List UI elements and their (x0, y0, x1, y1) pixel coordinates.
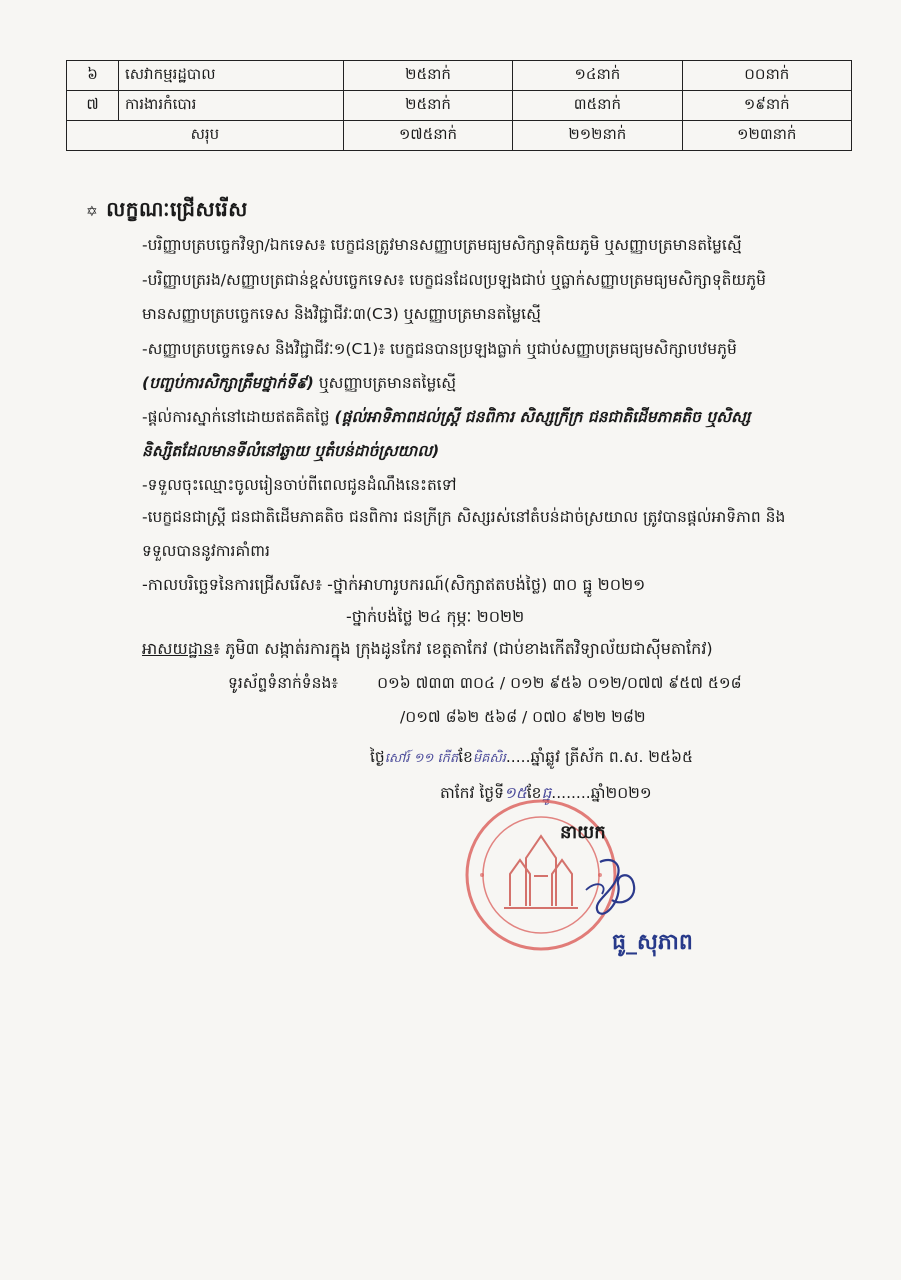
table-row (67, 61, 852, 91)
address-text: ៖ ភូមិ៣ សង្កាត់រការក្នុង ក្រុងដូនកែវ ខេត្តតាកែវ (ជាប់ខាងកើតវិទ្យាល័យជាស៊ីមតាកែវ) (213, 639, 713, 658)
quota-cell: ៣៥នាក់ (513, 91, 682, 121)
lunar-date-prefix: ថ្ងៃ (370, 748, 385, 766)
star-icon: ✡ (86, 204, 99, 220)
director-title: នាយក (560, 822, 606, 843)
place-date-prefix: តាកែវ ថ្ងៃទី (440, 784, 504, 802)
criterion-housing-text: -ផ្តល់ការស្នាក់នៅដោយឥតគិតថ្លៃ (142, 408, 335, 426)
criterion-housing (142, 406, 750, 428)
address-label: អាសយដ្ឋាន (142, 639, 214, 658)
row-number: ៧ (67, 91, 119, 121)
quota-cell: ០០នាក់ (682, 61, 851, 91)
criterion-priority: -បេក្ខជនជាស្ត្រី ជនជាតិដើមភាគតិច ជនពិការ ជនក្រីក្រ សិស្សរស់នៅតំបន់ដាច់ស្រយាល ត្រូវបានផ្តល់អាទិភាព និង (142, 508, 786, 526)
criterion-housing-cont: និស្សិតដែលមានទីលំនៅឆ្ងាយ ឬតំបន់ដាច់ស្រយាល) (142, 442, 440, 460)
quota-cell: ១៤នាក់ (513, 61, 682, 91)
criterion-c1: -សញ្ញាបត្របច្ចេកទេស និងវិជ្ជាជីវៈ១(C1)៖ បេក្ខជនបានប្រឡងធ្លាក់ ឬជាប់សញ្ញាបត្រមធ្យមសិក្សាបឋមភូមិ (142, 340, 737, 358)
total-cell: ១៧៥នាក់ (343, 121, 512, 151)
criterion-bachelor: -បរិញ្ញាបត្របច្ចេកវិទ្យា/ឯកទេស៖ បេក្ខជនត្រូវមានសញ្ញាបត្រមធ្យមសិក្សាទុតិយភូមិ ឬសញ្ញាបត្រមានតម្លៃស្មើ (142, 236, 742, 254)
signature (572, 850, 652, 920)
place-date-month: ធ្នូ (541, 784, 552, 802)
phone-numbers: ០១៦ ៧៣៣ ៣០៤ / ០១២ ៩៥៦ ០១២/០៧៧ ៩៥៧ ៥១៨ (377, 674, 742, 692)
criterion-dates: -កាលបរិច្ឆេទនៃការជ្រើសរើស៖ -ថ្នាក់អាហារូបករណ៍(សិក្សាឥតបង់ថ្លៃ) ៣០ ធ្នូ ២០២១ (142, 575, 646, 594)
program-name: ការងារកំបោរ (119, 91, 344, 121)
phone-line-cont: /០១៧ ៨៦២ ៥៦៨ / ០៧០ ៩២២ ២៨២ (400, 708, 646, 726)
lunar-date-month-label: ខែ (458, 748, 473, 766)
place-date-month-label: ខែ (526, 784, 542, 802)
signer-name: ធូ_សុភាព (612, 930, 693, 955)
quota-table (66, 60, 852, 151)
table-row (67, 91, 852, 121)
phone-label: ទូរស័ព្ទទំនាក់ទំនង៖ (228, 674, 339, 692)
criterion-registration: -ទទួលចុះឈ្មោះចូលរៀនចាប់ពីពេលជូនដំណឹងនេះតទៅ (142, 476, 457, 494)
total-cell: ២១២នាក់ (513, 121, 682, 151)
criterion-priority-cont: ទទួលបាននូវការគាំពារ (142, 542, 270, 560)
criteria-heading (86, 196, 248, 226)
criterion-c1-note: (បញ្ចប់ការសិក្សាត្រឹមថ្នាក់ទី៩) (142, 374, 314, 392)
criterion-housing-note: (ផ្តល់អាទិភាពដល់ស្ត្រី ជនពិការ សិស្សក្រីក្រ ជនជាតិដើមភាគតិច ឬសិស្ស (334, 408, 751, 426)
criterion-dates-cont: -ថ្នាក់បង់ថ្លៃ ២៤ កុម្ភៈ ២០២២ (346, 607, 525, 626)
criterion-associate: -បរិញ្ញាបត្ររង/សញ្ញាបត្រជាន់ខ្ពស់បច្ចេកទេស៖ បេក្ខជនដែលប្រឡងជាប់ ឬធ្លាក់សញ្ញាបត្រមធ្យមសិក្សាទុតិយភូមិ (142, 271, 766, 289)
total-cell: ១២៣នាក់ (682, 121, 851, 151)
lunar-date-month: មិគសិរ (472, 751, 506, 766)
place-date-year: ........ឆ្នាំ២០២១ (551, 784, 652, 802)
criterion-c1-cont (142, 372, 456, 394)
quota-cell: ២៥នាក់ (343, 91, 512, 121)
criterion-c1-rest: ឬសញ្ញាបត្រមានតម្លៃស្មើ (313, 374, 456, 392)
row-number: ៦ (67, 61, 119, 91)
phone-line (228, 672, 742, 694)
place-date-day: ១៥ (503, 784, 527, 802)
total-row (67, 121, 852, 151)
lunar-date (370, 746, 693, 770)
quota-cell: ១៩នាក់ (682, 91, 851, 121)
quota-cell: ២៥នាក់ (343, 61, 512, 91)
program-name: សេវាកម្មរដ្ឋបាល (119, 61, 344, 91)
criteria-heading-text: លក្ខណៈជ្រើសរើស (106, 197, 248, 221)
address-line (142, 638, 713, 660)
criterion-associate-cont: មានសញ្ញាបត្របច្ចេកទេស និងវិជ្ជាជីវៈ៣(C3) ឬសញ្ញាបត្រមានតម្លៃស្មើ (142, 305, 541, 323)
lunar-date-suffix: .....ឆ្នាំឆ្លូវ ត្រីស័ក ព.ស. ២៥៦៥ (505, 748, 693, 766)
lunar-date-day: សៅរ៍ ១១ កើត (384, 751, 459, 766)
total-label: សរុប (67, 121, 344, 151)
